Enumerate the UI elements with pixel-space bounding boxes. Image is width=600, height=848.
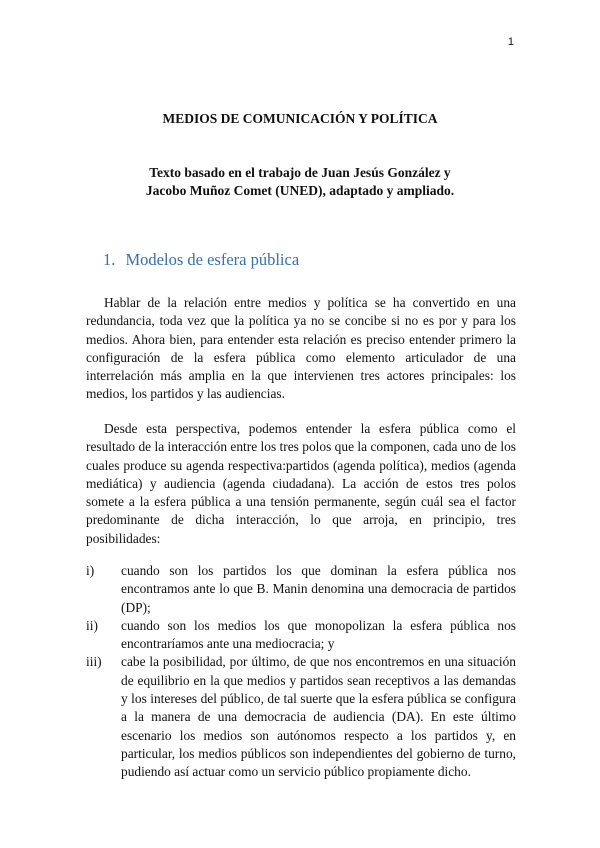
subtitle-line-2: Jacobo Muñoz Comet (UNED), adaptado y ampliado. (145, 183, 455, 198)
list-item (86, 653, 516, 781)
list-item-text: cuando son los medios los que monopolizan la esfera pública nos encontraríamos ante una mediocracia; y (121, 617, 516, 652)
list-marker: i) (86, 563, 95, 578)
possibilities-list (86, 562, 516, 782)
document-title: MEDIOS DE COMUNICACIÓN Y POLÍTICA (162, 111, 438, 126)
list-item-text: cuando son los partidos los que dominan la esfera pública nos encontramos ante lo que B. Manin denomina una democracia de partidos (DP); (121, 563, 516, 615)
paragraph: Desde esta perspectiva, podemos entender la esfera pública como el resultado de la interacción entre los tres polos que la componen, cada uno de los cuales produce su agenda respectiva:partidos (agenda política), medios (agenda mediática) y audiencia (agenda ciudadana). La acción de estos tres polos somete a la esfera pública a una tensión permanente, según cuál sea el factor predominante de dicha interacción, lo que arroja, en principio, tres posibilidades: (86, 421, 516, 546)
document-subtitle (0, 164, 600, 200)
list-item (86, 617, 516, 654)
list-item (86, 562, 516, 617)
section-title: Modelos de esfera pública (125, 250, 300, 269)
paragraph: Hablar de la relación entre medios y política se ha convertido en una redundancia, toda vez que la política ya no se concibe si no es por y para los medios. Ahora bien, para entender esta relación es preciso entender primero la configuración de la esfera pública como elemento articulador de una interrelación más amplia en la que intervienen tres actores principales: los medios, los partidos y las audiencias. (86, 295, 516, 402)
list-marker: ii) (86, 617, 98, 633)
page-number: 1 (507, 36, 514, 48)
list-item-text: cabe la posibilidad, por último, de que nos encontremos en una situación de equilibrio en la que medios y partidos sean receptivos a las demandas y los intereses del público, de tal suerte que la esfera pública se configura a la manera de una democracia de audiencia (DA). En este último escenario los medios son autónomos respecto a los partidos y, en particular, los medios públicos son independientes del gobierno de turno, pudiendo así actuar como un servicio público propiamente dicho. (121, 654, 516, 780)
subtitle-line-1: Texto basado en el trabajo de Juan Jesús González y (149, 165, 451, 180)
list-marker: iii) (86, 654, 102, 670)
section-heading (103, 250, 299, 270)
section-number: 1. (103, 250, 116, 269)
